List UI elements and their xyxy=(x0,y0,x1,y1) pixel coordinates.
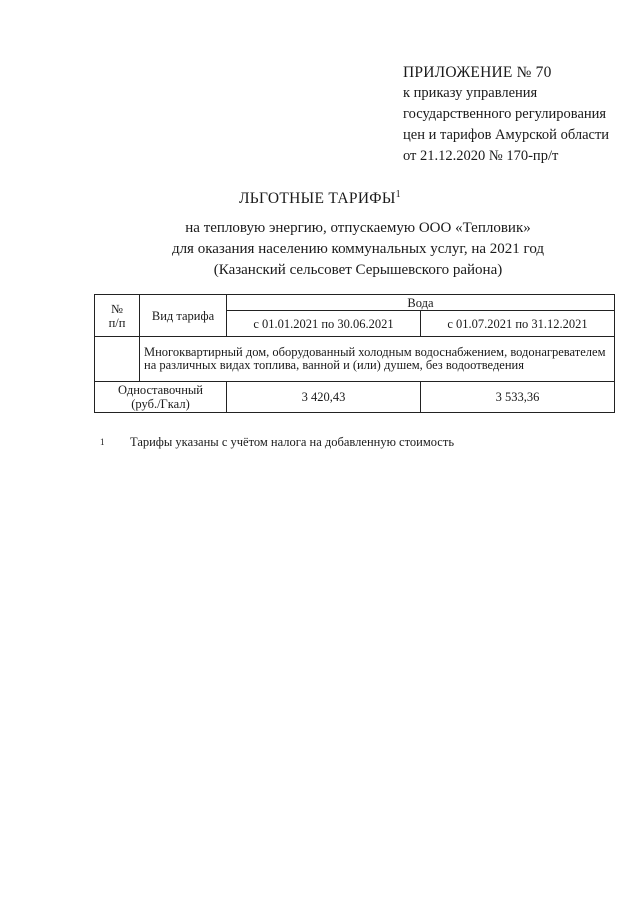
header-period-2: с 01.07.2021 по 31.12.2021 xyxy=(421,311,615,337)
rate-value-period-2: 3 533,36 xyxy=(421,382,615,413)
footnote xyxy=(100,435,454,450)
subtitle-line: для оказания населению коммунальных услуг, на 2021 год xyxy=(171,241,545,257)
rate-kind-label: Одноставочный xyxy=(118,383,203,397)
rate-value-period-1: 3 420,43 xyxy=(227,382,421,413)
table-header-row xyxy=(95,295,615,311)
document-title xyxy=(0,190,640,208)
subtitle-line: на тепловую энергию, отпускаемую ООО «Тепловик» xyxy=(185,220,531,236)
footnote-text: Тарифы указаны с учётом налога на добавленную стоимость xyxy=(130,435,455,449)
tariff-table xyxy=(94,294,615,413)
consumer-number-cell xyxy=(95,337,140,382)
header-number-abbr: п/п xyxy=(108,315,126,330)
appendix-line: государственного регулирования xyxy=(403,106,607,122)
footnote-mark: 1 xyxy=(100,437,105,447)
document-subtitle xyxy=(150,218,566,281)
title-footnote-mark: 1 xyxy=(395,188,401,200)
appendix-block xyxy=(403,62,609,167)
table-row xyxy=(95,382,615,413)
rate-kind-unit: (руб./Гкал) xyxy=(131,397,190,411)
table-row-consumer-group xyxy=(95,337,615,382)
header-tariff-kind: Вид тарифа xyxy=(140,295,227,337)
appendix-line: от 21.12.2020 № 170-пр/т xyxy=(403,148,559,164)
appendix-heading: ПРИЛОЖЕНИЕ № 70 xyxy=(403,64,552,81)
consumer-group-text: Многоквартирный дом, оборудованный холодным водоснабжением, водонагревателем на различных видах топлива, ванной и (или) душем, без водоотведения xyxy=(140,337,615,382)
header-period-1: с 01.01.2021 по 30.06.2021 xyxy=(227,311,421,337)
document-title-text: ЛЬГОТНЫЕ ТАРИФЫ xyxy=(239,190,396,207)
rate-kind-cell xyxy=(95,382,227,413)
subtitle-line: (Казанский сельсовет Серышевского района) xyxy=(213,262,503,278)
appendix-line: к приказу управления xyxy=(403,85,538,101)
header-group-water: Вода xyxy=(227,295,615,311)
appendix-line: цен и тарифов Амурской области xyxy=(403,127,610,143)
header-number xyxy=(95,295,140,337)
header-number-sign: № xyxy=(111,301,123,316)
